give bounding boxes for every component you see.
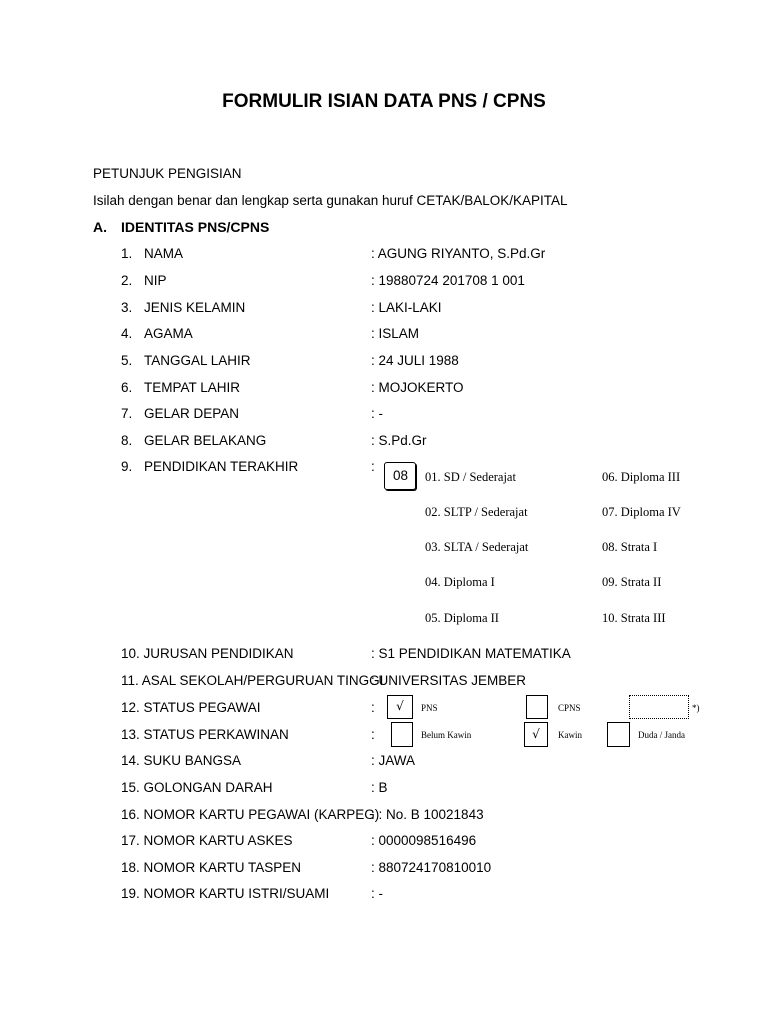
kawin-checkbox[interactable] [524, 722, 548, 747]
pendidikan-code-box[interactable] [384, 462, 416, 490]
field-num: 6. [121, 380, 133, 395]
pendidikan-option: 06. Diploma III [602, 470, 681, 484]
petunjuk-heading: PETUNJUK PENGISIAN [93, 166, 242, 181]
option-pns-label: PNS [421, 703, 438, 713]
option-belum-kawin-label: Belum Kawin [421, 730, 472, 740]
field-value-nama: : AGUNG RIYANTO, S.Pd.Gr [371, 246, 546, 261]
field-value-karpeg: : : No. B 10021843 [371, 807, 484, 822]
field-colon: : [371, 727, 375, 742]
pendidikan-option: 08. Strata I [602, 540, 658, 554]
field-value-tanggal-lahir: : 24 JULI 1988 [371, 353, 459, 368]
pendidikan-option: 09. Strata II [602, 575, 662, 589]
instruction-text: Isilah dengan benar dan lengkap serta gunakan huruf CETAK/BALOK/KAPITAL [93, 193, 568, 208]
option-cpns-label: CPNS [558, 703, 581, 713]
field-label-status-perkawinan: 13. STATUS PERKAWINAN [121, 727, 289, 742]
field-num: 7. [121, 406, 133, 421]
pendidikan-option: 02. SLTP / Sederajat [425, 505, 528, 519]
field-label-taspen: 18. NOMOR KARTU TASPEN [121, 860, 302, 875]
field-label-suku-bangsa: 14. SUKU BANGSA [121, 753, 242, 768]
field-colon: : [371, 700, 375, 715]
section-letter: A. [93, 219, 107, 235]
field-label-asal-sekolah: 11. ASAL SEKOLAH/PERGURUAN TINGGI [121, 673, 384, 688]
field-value-kartu-istri-suami: : - [371, 886, 383, 901]
option-duda-janda-label: Duda / Janda [638, 730, 685, 740]
checkmark: √ [532, 727, 540, 741]
footnote-marker: *) [692, 703, 700, 713]
field-label-jurusan: 10. JURUSAN PENDIDIKAN [121, 646, 294, 661]
field-label-tanggal-lahir: TANGGAL LAHIR [144, 353, 251, 368]
field-num: 2. [121, 273, 133, 288]
cpns-checkbox[interactable] [526, 695, 548, 719]
pendidikan-option: 03. SLTA / Sederajat [425, 540, 529, 554]
field-num: 1. [121, 246, 133, 261]
field-num: 8. [121, 433, 133, 448]
field-value-jurusan: : S1 PENDIDIKAN MATEMATIKA [371, 646, 571, 661]
field-colon-pendidikan: : [371, 459, 375, 474]
duda-janda-checkbox[interactable] [607, 722, 630, 747]
option-kawin-label: Kawin [558, 730, 582, 740]
checkmark: √ [396, 699, 404, 713]
field-label-askes: 17. NOMOR KARTU ASKES [121, 833, 293, 848]
field-value-askes: : 0000098516496 [371, 833, 477, 848]
field-value-jenis-kelamin: : LAKI-LAKI [371, 300, 442, 315]
field-label-pendidikan: PENDIDIKAN TERAKHIR [144, 459, 299, 474]
field-value-gelar-depan: : - [371, 406, 383, 421]
field-label-tempat-lahir: TEMPAT LAHIR [144, 380, 241, 395]
field-label-nip: NIP [144, 273, 167, 288]
pendidikan-option: 10. Strata III [602, 611, 666, 625]
field-value-asal-sekolah: : UNIVERSITAS JEMBER [371, 673, 527, 688]
pendidikan-option: 05. Diploma II [425, 611, 499, 625]
pendidikan-option: 01. SD / Sederajat [425, 470, 516, 484]
field-num: 9. [121, 459, 133, 474]
field-value-golongan-darah: : B [371, 780, 388, 795]
field-label-golongan-darah: 15. GOLONGAN DARAH [121, 780, 273, 795]
field-value-suku-bangsa: : JAWA [371, 753, 416, 768]
field-value-taspen: : 880724170810010 [371, 860, 492, 875]
field-num: 5. [121, 353, 133, 368]
field-label-gelar-depan: GELAR DEPAN [144, 406, 240, 421]
section-title: IDENTITAS PNS/CPNS [121, 219, 270, 235]
field-label-status-pegawai: 12. STATUS PEGAWAI [121, 700, 261, 715]
field-value-agama: : ISLAM [371, 326, 420, 341]
field-num: 4. [121, 326, 133, 341]
field-label-nama: NAMA [144, 246, 184, 261]
pendidikan-code: 08 [392, 468, 409, 483]
belum-kawin-checkbox[interactable] [391, 722, 413, 747]
field-value-tempat-lahir: : MOJOKERTO [371, 380, 464, 395]
field-label-karpeg: 16. NOMOR KARTU PEGAWAI (KARPEG) [121, 807, 380, 822]
note-box[interactable] [629, 695, 689, 719]
field-value-gelar-belakang: : S.Pd.Gr [371, 433, 427, 448]
pendidikan-option: 04. Diploma I [425, 575, 495, 589]
pendidikan-option: 07. Diploma IV [602, 505, 681, 519]
page-title: FORMULIR ISIAN DATA PNS / CPNS [222, 91, 546, 112]
field-label-agama: AGAMA [144, 326, 193, 341]
pns-checkbox[interactable] [387, 695, 413, 719]
field-label-jenis-kelamin: JENIS KELAMIN [144, 300, 246, 315]
field-value-nip: : 19880724 201708 1 001 [371, 273, 525, 288]
field-num: 3. [121, 300, 133, 315]
field-label-kartu-istri-suami: 19. NOMOR KARTU ISTRI/SUAMI [121, 886, 330, 901]
field-label-gelar-belakang: GELAR BELAKANG [144, 433, 267, 448]
